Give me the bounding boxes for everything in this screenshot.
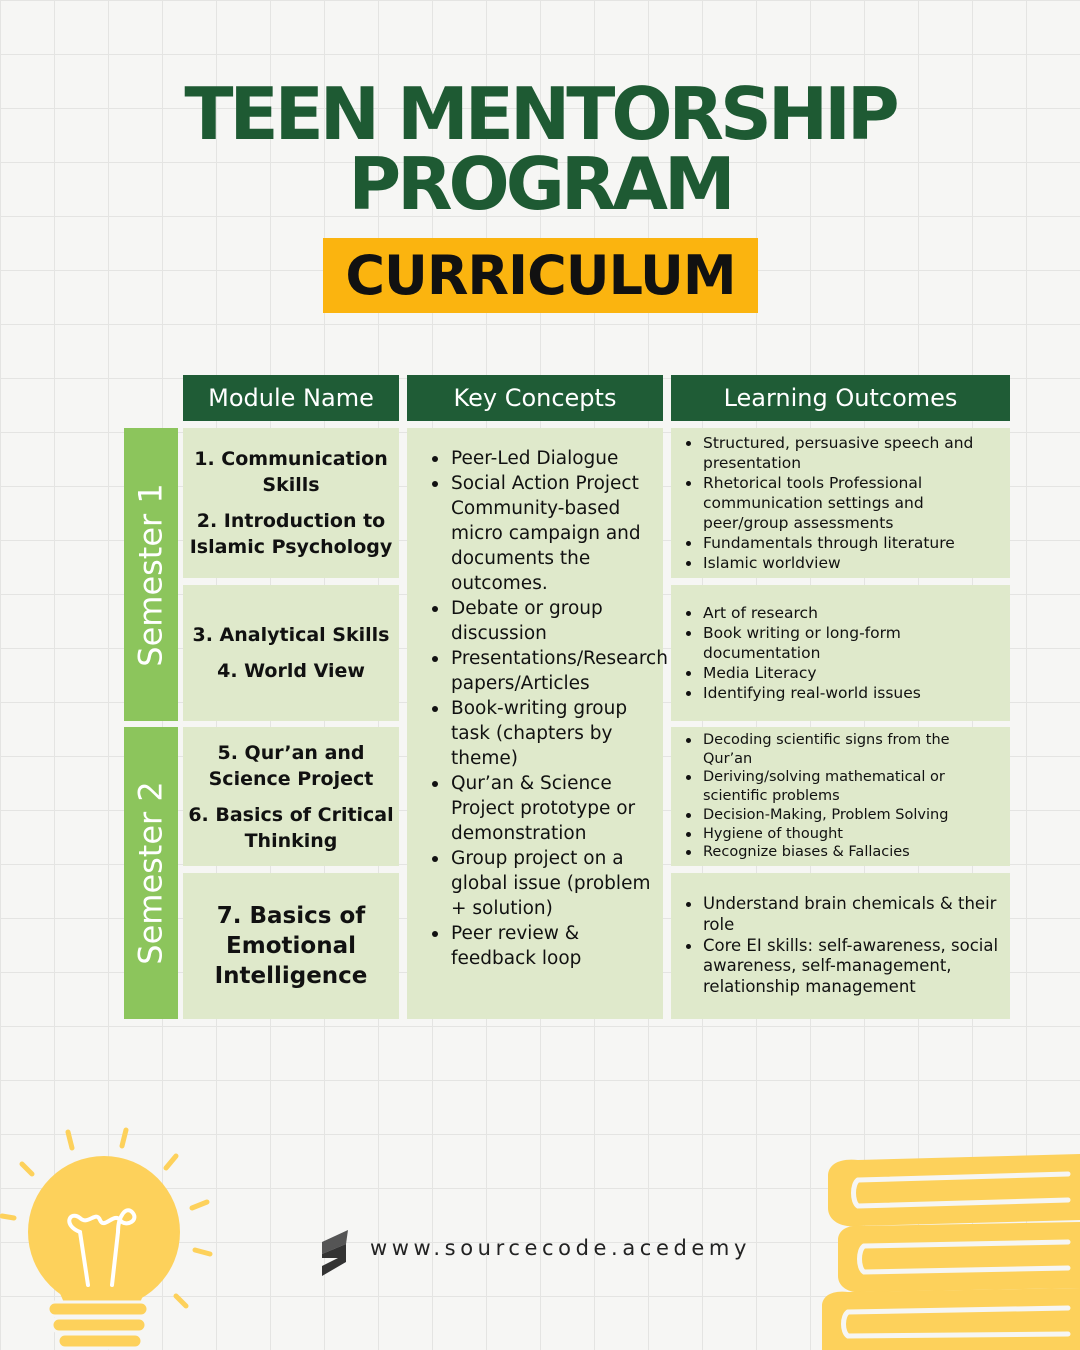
semester-2-text: Semester 2 bbox=[132, 781, 171, 965]
key-concept-item: Debate or group discussion bbox=[429, 596, 657, 646]
module-cell-4 bbox=[183, 873, 399, 1019]
key-concepts-list bbox=[429, 446, 668, 971]
semester-2-label bbox=[124, 727, 178, 1019]
column-header-module-name: Module Name bbox=[183, 375, 399, 421]
outcome-item: Fundamentals through literature bbox=[683, 533, 1000, 553]
module-name: 1. Communication Skills bbox=[194, 448, 388, 496]
outcomes-list bbox=[683, 894, 1000, 998]
outcome-item: Identifying real-world issues bbox=[683, 683, 1000, 703]
outcome-item: Islamic worldview bbox=[683, 553, 1000, 573]
outcome-item: Book writing or long-form documentation bbox=[683, 623, 1000, 663]
outcome-item: Rhetorical tools Professional communication settings and peer/group assessments bbox=[683, 473, 1000, 533]
key-concept-item: Social Action Project Community-based micro campaign and documents the outcomes. bbox=[429, 471, 657, 596]
key-concept-item: Qur’an & Science Project prototype or demonstration bbox=[429, 771, 657, 846]
key-concept-item: Group project on a global issue (problem + solution) bbox=[429, 846, 657, 921]
curriculum-badge: CURRICULUM bbox=[323, 238, 758, 313]
outcome-item: Decision-Making, Problem Solving bbox=[683, 806, 1000, 825]
key-concept-item: Peer review & feedback loop bbox=[429, 921, 657, 971]
column-header-key-concepts: Key Concepts bbox=[407, 375, 663, 421]
sourcecode-logo-icon bbox=[318, 1228, 350, 1278]
outcomes-list bbox=[683, 731, 1000, 862]
column-header-learning-outcomes: Learning Outcomes bbox=[671, 375, 1010, 421]
outcomes-list bbox=[683, 603, 1000, 703]
title-line-1: TEEN MENTORSHIP bbox=[184, 72, 896, 156]
key-concepts-cell bbox=[407, 428, 668, 1019]
module-name: 6. Basics of Critical Thinking bbox=[188, 803, 394, 852]
books-icon bbox=[818, 1150, 1080, 1350]
outcomes-cell-2 bbox=[671, 585, 1010, 721]
outcomes-cell-4 bbox=[671, 873, 1010, 1019]
footer-website-url: www.sourcecode.acedemy bbox=[370, 1236, 751, 1260]
outcome-item: Hygiene of thought bbox=[683, 825, 1000, 844]
module-name: 2. Introduction to Islamic Psychology bbox=[189, 510, 393, 558]
semester-1-text: Semester 1 bbox=[132, 482, 171, 667]
outcome-item: Media Literacy bbox=[683, 663, 1000, 683]
lightbulb-icon bbox=[0, 1120, 230, 1350]
key-concept-item: Book-writing group task (chapters by theme) bbox=[429, 696, 657, 771]
key-concept-item: Presentations/Research papers/Articles bbox=[429, 646, 657, 696]
module-name: 5. Qur’an and Science Project bbox=[208, 741, 374, 790]
outcome-item: Decoding scientific signs from the Qur’an bbox=[683, 731, 1000, 768]
module-cell-2 bbox=[183, 585, 399, 721]
outcomes-list bbox=[683, 433, 1000, 573]
outcome-item: Art of research bbox=[683, 603, 1000, 623]
outcome-item: Understand brain chemicals & their role bbox=[683, 894, 1000, 936]
module-cell-3 bbox=[183, 727, 399, 866]
title-line-2: PROGRAM bbox=[348, 142, 732, 226]
outcome-item: Deriving/solving mathematical or scientific problems bbox=[683, 768, 1000, 805]
semester-1-label bbox=[124, 428, 178, 721]
key-concept-item: Peer-Led Dialogue bbox=[429, 446, 657, 471]
module-name: 3. Analytical Skills bbox=[192, 624, 390, 646]
outcome-item: Core EI skills: self-awareness, social awareness, self-management, relationship management bbox=[683, 936, 1000, 998]
module-cell-1 bbox=[183, 428, 399, 578]
outcome-item: Structured, persuasive speech and presentation bbox=[683, 433, 1000, 473]
outcomes-cell-1 bbox=[671, 428, 1010, 578]
module-name: 4. World View bbox=[217, 660, 365, 682]
outcomes-cell-3 bbox=[671, 727, 1010, 866]
outcome-item: Recognize biases & Fallacies bbox=[683, 843, 1000, 862]
module-name: 7. Basics of Emotional Intelligence bbox=[214, 903, 368, 989]
